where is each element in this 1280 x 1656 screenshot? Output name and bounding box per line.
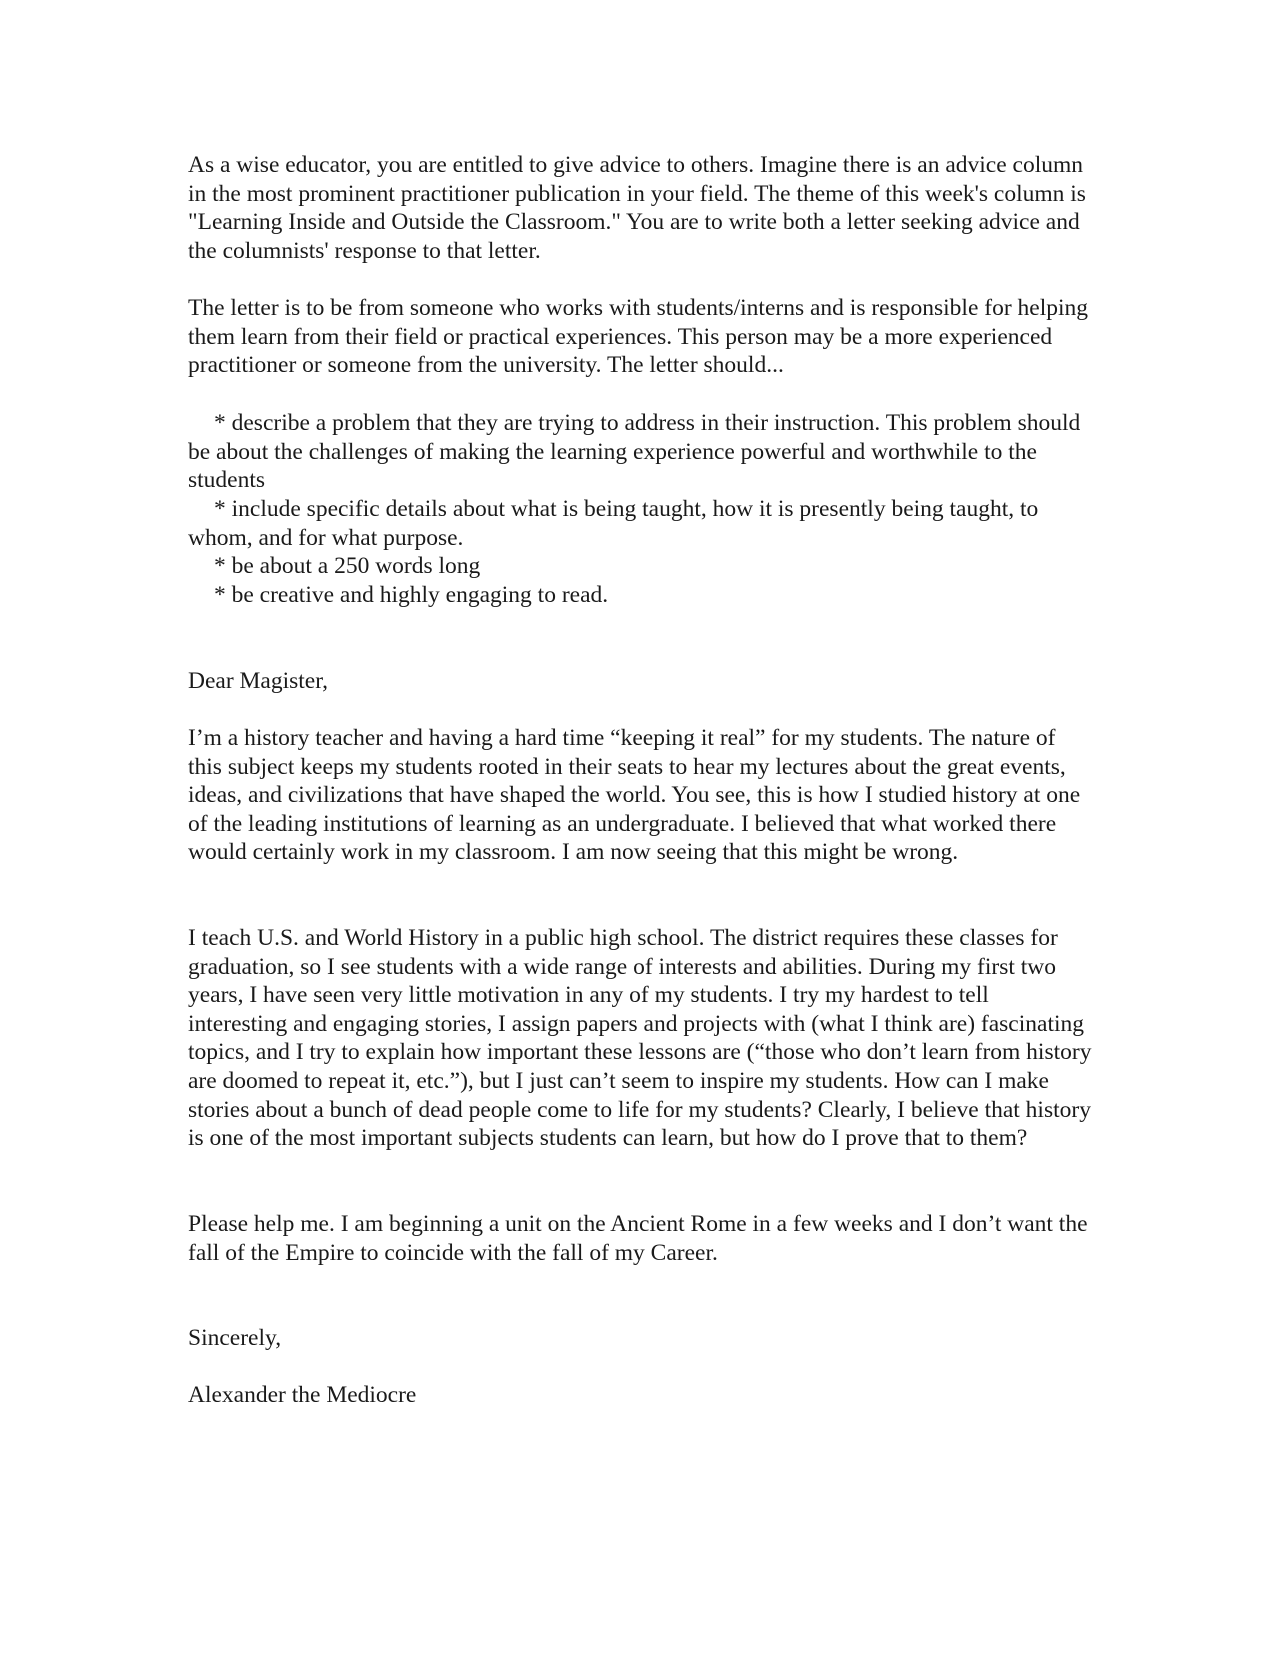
prompt-bullet-problem: * describe a problem that they are trying to address in their instruction. This problem should be about the challenges of making the learning experience powerful and worthwhile to the students (188, 410, 1081, 494)
letter-salutation: Dear Magister, (188, 668, 329, 694)
letter-closing: Sincerely, (188, 1325, 282, 1351)
letter-paragraph-problem: I’m a history teacher and having a hard time “keeping it real” for my students. The nature of this subject keeps my students rooted in their seats to hear my lectures about the great events, ideas, and civilizations that have shaped the world. You see, this is how I studied history at one of the leading institutions of learning as an undergraduate. I believed that what worked there would certainly work in my classroom. I am now seeing that this might be wrong. (188, 725, 1081, 866)
prompt-paragraph-intro: As a wise educator, you are entitled to give advice to others. Imagine there is an advice column in the most prominent practitioner publication in your field. The theme of this week's column is "Learning Inside and Outside the Classroom." You are to write both a letter seeking advice and the columnists' response to that letter. (188, 152, 1086, 264)
prompt-bullet-length: * be about a 250 words long (214, 553, 481, 579)
prompt-paragraph-letter-requirements: The letter is to be from someone who works with students/interns and is responsible for helping them learn from their field or practical experiences. This person may be a more experienced practitioner or someone from the university. The letter should... (188, 295, 1089, 379)
letter-paragraph-request: Please help me. I am beginning a unit on the Ancient Rome in a few weeks and I don’t want the fall of the Empire to coincide with the fall of my Career. (188, 1211, 1088, 1266)
letter-paragraph-context: I teach U.S. and World History in a public high school. The district requires these classes for graduation, so I see students with a wide range of interests and abilities. During my first two years, I have seen very little motivation in any of my students. I try my hardest to tell interesting and engaging stories, I assign papers and projects with (what I think are) fascinating topics, and I try to explain how important these lessons are (“those who don’t learn from history are doomed to repeat it, etc.”), but I just can’t seem to inspire my students. How can I make stories about a bunch of dead people come to life for my students? Clearly, I believe that history is one of the most important subjects students can learn, but how do I prove that to them? (188, 925, 1092, 1152)
prompt-bullet-creative: * be creative and highly engaging to read. (214, 582, 609, 608)
letter-signature: Alexander the Mediocre (188, 1382, 417, 1408)
prompt-bullet-details: * include specific details about what is being taught, how it is presently being taught, to whom, and for what purpose. (188, 496, 1039, 551)
